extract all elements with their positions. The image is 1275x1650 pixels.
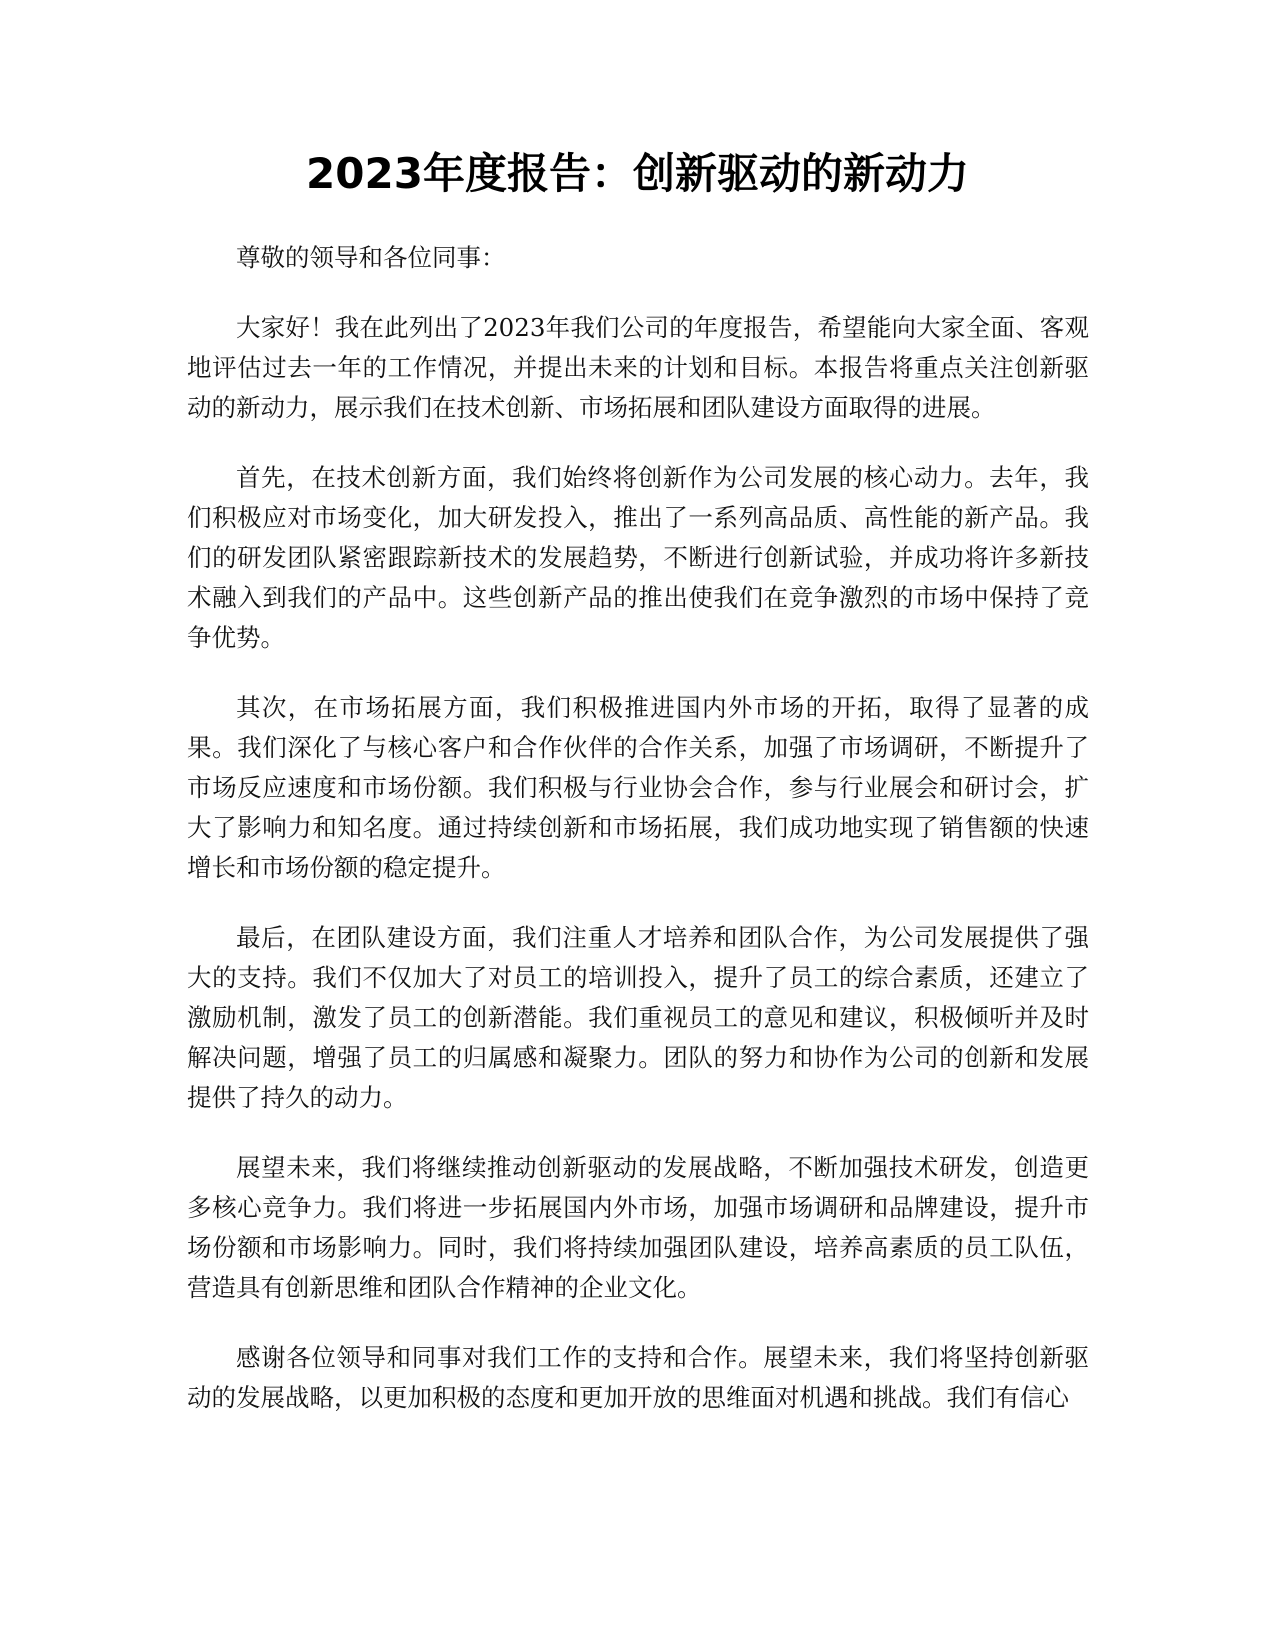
paragraph-team-building: 最后，在团队建设方面，我们注重人才培养和团队合作，为公司发展提供了强大的支持。我们不仅加大了对员工的培训投入，提升了员工的综合素质，还建立了激励机制，激发了员工的创新潜能。我们重视员工的意见和建议，积极倾听并及时解决问题，增强了员工的归属感和凝聚力。团队的努力和协作为公司的创新和发展提供了持久的动力。: [187, 923, 1089, 1112]
document-title: 2023年度报告：创新驱动的新动力: [306, 149, 969, 198]
paragraph-market-expansion: 其次，在市场拓展方面，我们积极推进国内外市场的开拓，取得了显著的成果。我们深化了与核心客户和合作伙伴的合作关系，加强了市场调研，不断提升了市场反应速度和市场份额。我们积极与行业协会合作，参与行业展会和研讨会，扩大了影响力和知名度。通过持续创新和市场拓展，我们成功地实现了销售额的快速增长和市场份额的稳定提升。: [187, 693, 1089, 882]
paragraph-thanks: 感谢各位领导和同事对我们工作的支持和合作。展望未来，我们将坚持创新驱动的发展战略，以更加积极的态度和更加开放的思维面对机遇和挑战。我们有信心: [187, 1343, 1089, 1412]
paragraph-tech-innovation: 首先，在技术创新方面，我们始终将创新作为公司发展的核心动力。去年，我们积极应对市场变化，加大研发投入，推出了一系列高品质、高性能的新产品。我们的研发团队紧密跟踪新技术的发展趋势，不断进行创新试验，并成功将许多新技术融入到我们的产品中。这些创新产品的推出使我们在竞争激烈的市场中保持了竞争优势。: [187, 463, 1089, 652]
paragraph-outlook: 展望未来，我们将继续推动创新驱动的发展战略，不断加强技术研发，创造更多核心竞争力。我们将进一步拓展国内外市场，加强市场调研和品牌建设，提升市场份额和市场影响力。同时，我们将持续加强团队建设，培养高素质的员工队伍，营造具有创新思维和团队合作精神的企业文化。: [187, 1153, 1089, 1302]
salutation: 尊敬的领导和各位同事：: [236, 243, 506, 272]
document-body: [187, 238, 1089, 1448]
paragraph-intro: 大家好！我在此列出了2023年我们公司的年度报告，希望能向大家全面、客观地评估过去一年的工作情况，并提出未来的计划和目标。本报告将重点关注创新驱动的新动力，展示我们在技术创新、市场拓展和团队建设方面取得的进展。: [187, 313, 1089, 422]
